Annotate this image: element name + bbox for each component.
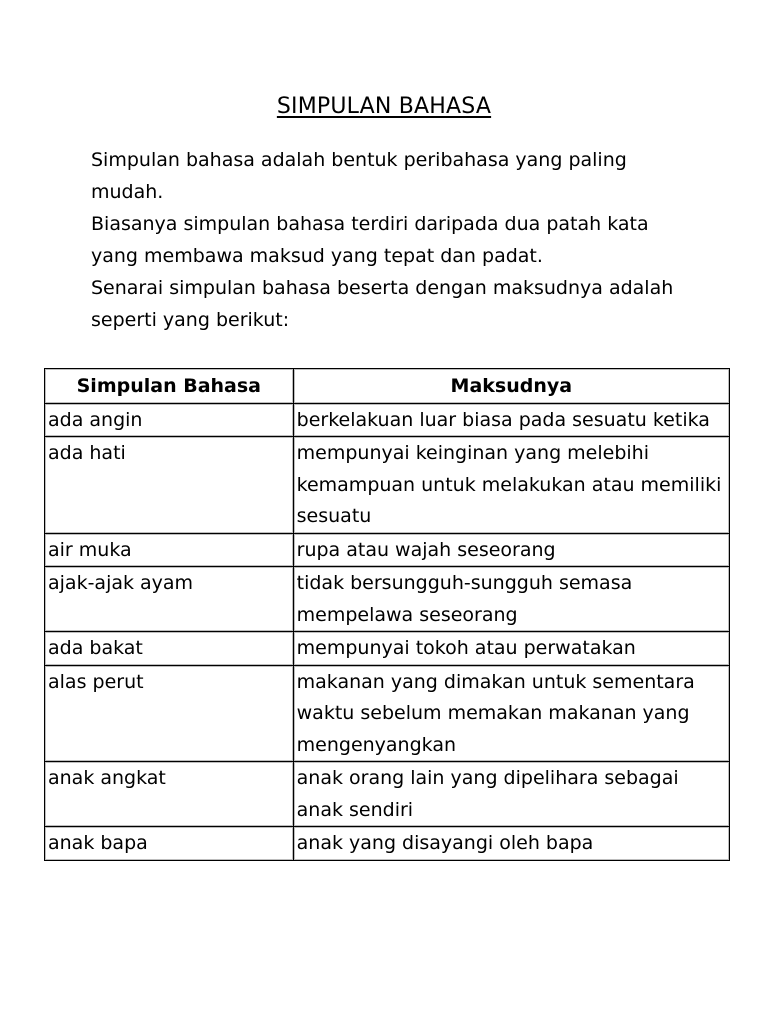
table-row bbox=[45, 567, 730, 632]
column-header-maksud: Maksudnya bbox=[293, 369, 729, 404]
intro-line-list-lead: Senarai simpulan bahasa beserta dengan maksudnya adalah seperti yang berikut: bbox=[91, 277, 674, 331]
intro-line-definition: Simpulan bahasa adalah bentuk peribahasa yang paling mudah. bbox=[91, 149, 627, 203]
intro-paragraph bbox=[91, 144, 691, 336]
intro-line-composition: Biasanya simpulan bahasa terdiri daripada dua patah kata yang membawa maksud yang tepat dan padat. bbox=[91, 213, 649, 267]
maksud-cell: mempunyai tokoh atau perwatakan bbox=[293, 632, 729, 666]
simpulan-cell: anak angkat bbox=[45, 762, 294, 827]
table-row bbox=[45, 762, 730, 827]
simpulan-cell: anak bapa bbox=[45, 827, 294, 861]
maksud-cell: rupa atau wajah seseorang bbox=[293, 533, 729, 567]
maksud-cell: tidak bersungguh-sungguh semasa mempelawa seseorang bbox=[293, 567, 729, 632]
maksud-cell: anak orang lain yang dipelihara sebagai anak sendiri bbox=[293, 762, 729, 827]
table-row bbox=[45, 437, 730, 534]
simpulan-cell: air muka bbox=[45, 533, 294, 567]
maksud-cell: berkelakuan luar biasa pada sesuatu ketika bbox=[293, 403, 729, 437]
maksud-cell: makanan yang dimakan untuk sementara waktu sebelum memakan makanan yang mengenyangkan bbox=[293, 665, 729, 762]
simpulan-cell: alas perut bbox=[45, 665, 294, 762]
column-header-simpulan: Simpulan Bahasa bbox=[45, 369, 294, 404]
simpulan-cell: ajak-ajak ayam bbox=[45, 567, 294, 632]
table-header-row bbox=[45, 369, 730, 404]
simpulan-cell: ada hati bbox=[45, 437, 294, 534]
maksud-cell: mempunyai keinginan yang melebihi kemampuan untuk melakukan atau memiliki sesuatu bbox=[293, 437, 729, 534]
simpulan-cell: ada angin bbox=[45, 403, 294, 437]
table-row bbox=[45, 665, 730, 762]
table-row bbox=[45, 632, 730, 666]
table-row bbox=[45, 533, 730, 567]
maksud-cell: anak yang disayangi oleh bapa bbox=[293, 827, 729, 861]
table-row bbox=[45, 403, 730, 437]
simpulan-table bbox=[44, 368, 730, 861]
table-row bbox=[45, 827, 730, 861]
simpulan-cell: ada bakat bbox=[45, 632, 294, 666]
page-title: SIMPULAN BAHASA bbox=[276, 94, 492, 119]
